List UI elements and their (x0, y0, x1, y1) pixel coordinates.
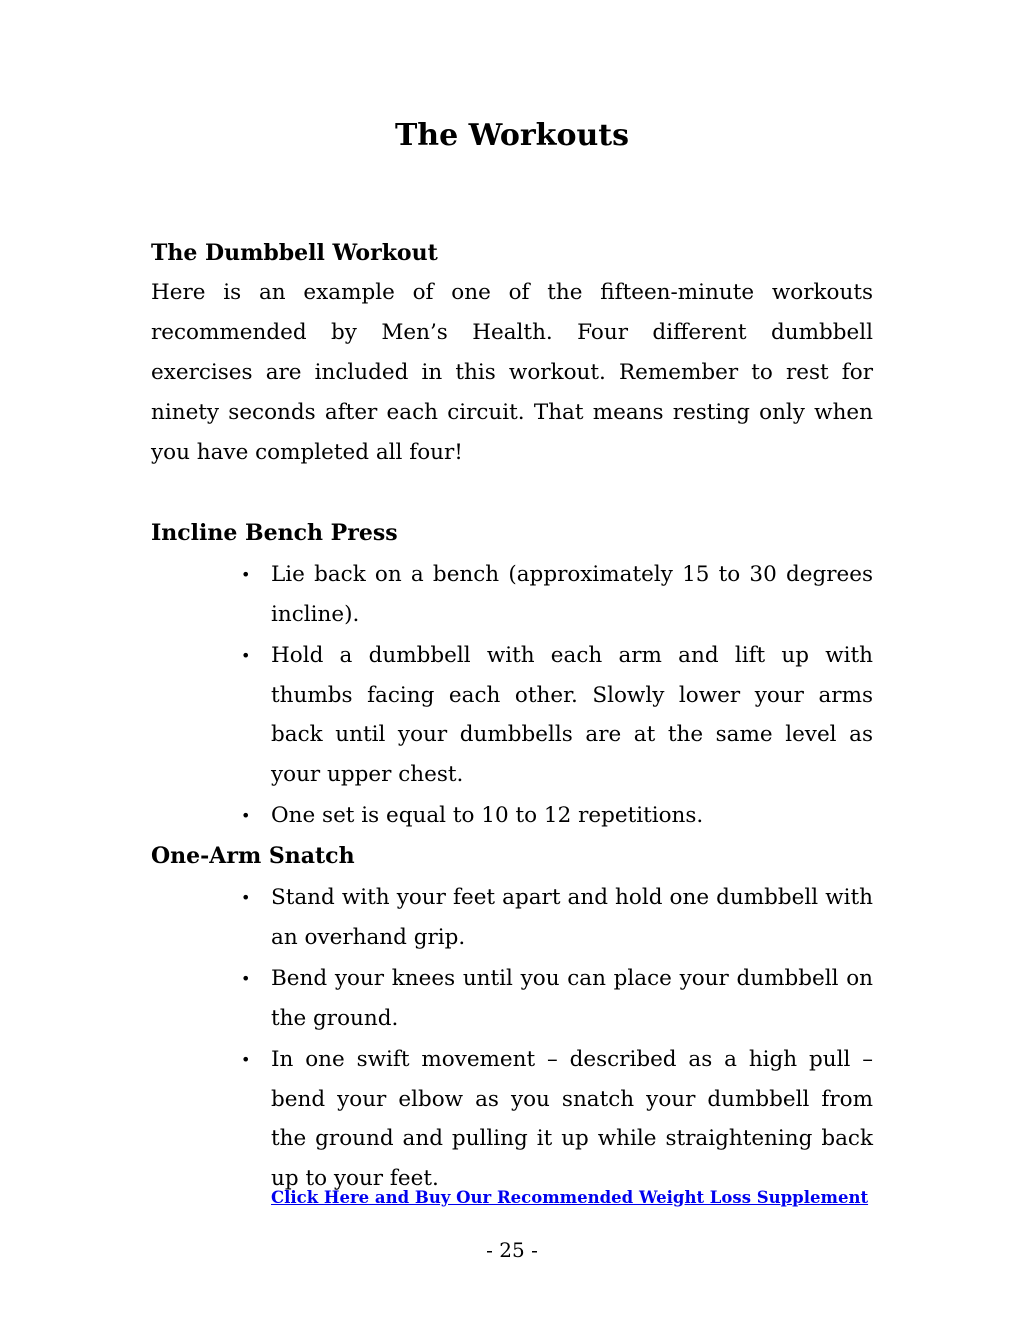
bullet-icon: • (241, 1050, 251, 1069)
bullet-icon: • (241, 806, 251, 825)
list-item-text: Stand with your feet apart and hold one dumbbell with an overhand grip. (271, 885, 873, 950)
bullet-icon: • (241, 888, 251, 907)
list-item (241, 959, 873, 1038)
list-item-text: One set is equal to 10 to 12 repetitions. (271, 803, 704, 828)
list-item (241, 636, 873, 794)
bullet-icon: • (241, 969, 251, 988)
supplement-link[interactable]: Click Here and Buy Our Recommended Weight Loss Supplement (271, 1188, 869, 1207)
list-item-text: Hold a dumbbell with each arm and lift up with thumbs facing each other. Slowly lower your arms back until your dumbbells are at the same level as your upper chest. (271, 643, 873, 787)
section-heading-incline-bench-press: Incline Bench Press (151, 520, 398, 546)
one-arm-snatch-list (241, 878, 873, 1200)
list-item (241, 796, 873, 836)
page-title: The Workouts (394, 118, 630, 153)
intro-paragraph: Here is an example of one of the fifteen-minute workouts recommended by Men’s Health. Four different dumbbell exercises are included in this workout. Remember to rest for ninety seconds after each circuit. That means resting only when you have completed all four! (151, 280, 873, 465)
list-item (241, 878, 873, 957)
bullet-icon: • (241, 565, 251, 584)
list-item-text: Lie back on a bench (approximately 15 to 30 degrees incline). (271, 562, 873, 627)
page-number: - 25 - (486, 1238, 538, 1262)
list-item-text: In one swift movement – described as a high pull – bend your elbow as you snatch your dumbbell from the ground and pulling it up while straightening back up to your feet. (271, 1047, 873, 1191)
section-heading-one-arm-snatch: One-Arm Snatch (151, 843, 355, 869)
bullet-icon: • (241, 646, 251, 665)
section-heading-dumbbell-workout: The Dumbbell Workout (151, 240, 438, 266)
list-item (241, 1040, 873, 1198)
incline-bench-press-list (241, 555, 873, 838)
list-item-text: Bend your knees until you can place your dumbbell on the ground. (271, 966, 873, 1031)
list-item (241, 555, 873, 634)
